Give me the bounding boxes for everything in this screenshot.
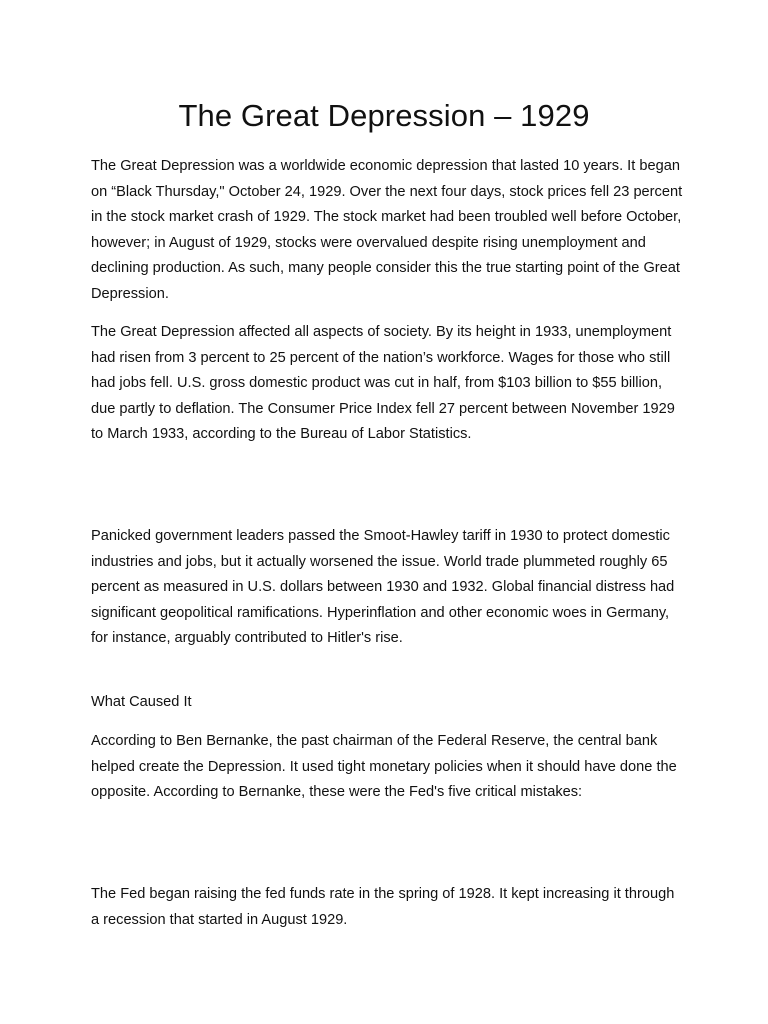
document-title: The Great Depression – 1929 <box>178 98 590 133</box>
paragraph-bernanke: According to Ben Bernanke, the past chairman of the Federal Reserve, the central bank helped create the Depression. It used tight monetary policies when it should have done the opposite. According to Bernanke, these were the Fed's five critical mistakes: <box>91 733 677 801</box>
paragraph-intro: The Great Depression was a worldwide economic depression that lasted 10 years. It began on “Black Thursday," October 24, 1929. Over the next four days, stock prices fell 23 percent in the stock market crash of 1929. The stock market had been troubled well before October, however; in August of 1929, stocks were overvalued despite rising unemployment and declining production. As such, many people consider this the true starting point of the Great Depression. <box>91 158 683 302</box>
paragraph-fed-rate: The Fed began raising the fed funds rate in the spring of 1928. It kept increasing it through a recession that started in August 1929. <box>91 886 675 928</box>
paragraph-effects: The Great Depression affected all aspects of society. By its height in 1933, unemployment had risen from 3 percent to 25 percent of the nation’s workforce. Wages for those who still had jobs fell. U.S. gross domestic product was cut in half, from $103 billion to $55 billion, due partly to deflation. The Consumer Price Index fell 27 percent between November 1929 to March 1933, according to the Bureau of Labor Statistics. <box>91 324 675 443</box>
section-heading: What Caused It <box>91 694 192 710</box>
paragraph-tariff: Panicked government leaders passed the Smoot-Hawley tariff in 1930 to protect domestic industries and jobs, but it actually worsened the issue. World trade plummeted roughly 65 percent as measured in U.S. dollars between 1930 and 1932. Global financial distress had significant geopolitical ramifications. Hyperinflation and other economic woes in Germany, for instance, arguably contributed to Hitler's rise. <box>91 528 675 647</box>
